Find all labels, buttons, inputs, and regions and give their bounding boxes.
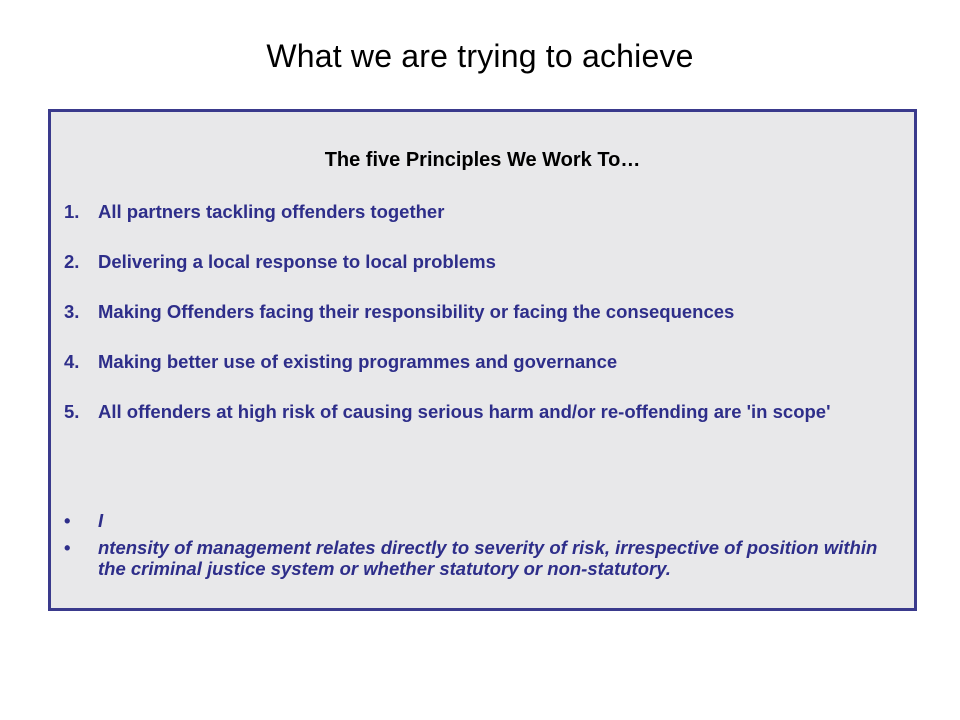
bullet-text: ntensity of management relates directly to severity of risk, irrespective of position within the criminal justice system or whether statutory or non-statutory.	[98, 537, 878, 579]
slide-title: What we are trying to achieve	[266, 38, 694, 74]
bullet-marker: •	[64, 510, 71, 531]
principles-panel	[48, 109, 917, 611]
principle-number: 1.	[64, 201, 80, 222]
principle-text: All offenders at high risk of causing serious harm and/or re-offending are 'in scope'	[98, 401, 831, 422]
principle-item-5	[64, 401, 904, 422]
panel-heading: The five Principles We Work To…	[324, 149, 641, 171]
principle-number: 5.	[64, 401, 80, 422]
principle-item-1	[64, 201, 904, 222]
principle-text: Delivering a local response to local problems	[98, 251, 496, 272]
principle-item-3	[64, 301, 904, 322]
principle-number: 3.	[64, 301, 80, 322]
principle-item-2	[64, 251, 904, 272]
bullet-item-1	[64, 510, 904, 531]
principle-number: 4.	[64, 351, 80, 372]
bullet-marker: •	[64, 537, 71, 558]
principle-text: Making better use of existing programmes and governance	[98, 351, 618, 372]
bullet-item-2	[64, 537, 904, 579]
principle-number: 2.	[64, 251, 80, 272]
bullet-text: I	[98, 510, 104, 531]
bullet-list	[64, 510, 904, 585]
principle-text: All partners tackling offenders together	[98, 201, 445, 222]
principles-list	[64, 201, 904, 451]
principle-item-4	[64, 351, 904, 372]
principle-text: Making Offenders facing their responsibility or facing the consequences	[98, 301, 735, 322]
